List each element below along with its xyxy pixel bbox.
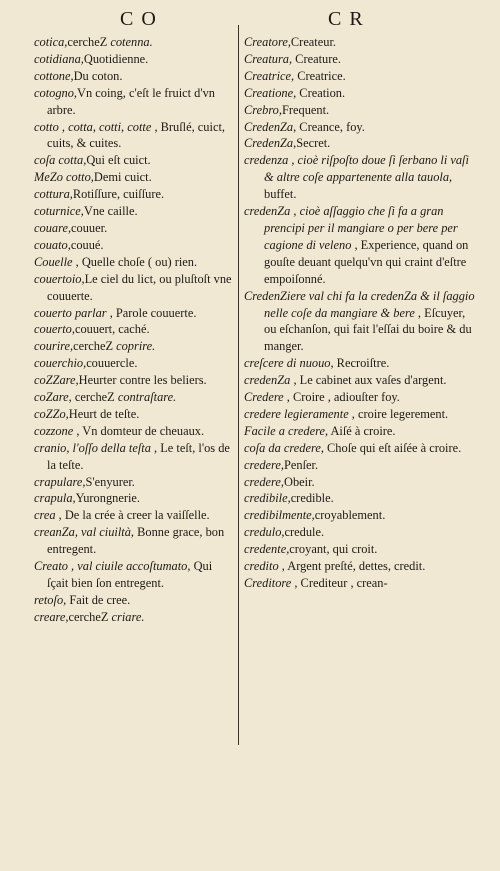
headword: credenza , cioè riſpoſto doue ſi ſerbano li vaſi & altre coſe appartenente alla tauola, <box>244 153 469 185</box>
headword: MeZo cotto, <box>34 170 94 185</box>
dictionary-entry <box>244 51 476 68</box>
definition: , Croire , adiouſter foy. <box>283 390 400 405</box>
definition: , Parole couuerte. <box>106 305 197 320</box>
headword: couerto, <box>34 322 75 337</box>
definition: Creatrice. <box>294 68 346 83</box>
headword: credere, <box>244 474 285 489</box>
headword: couerto parlar <box>34 305 107 320</box>
definition: Createur. <box>290 35 336 49</box>
dictionary-entry <box>34 406 234 423</box>
definition: Creature. <box>292 51 341 66</box>
definition: cercheZ <box>73 339 114 354</box>
definition: Fait de cree. <box>66 592 131 607</box>
definition: couuer. <box>71 220 108 235</box>
dictionary-entry <box>244 524 476 541</box>
headword: cotidiana, <box>34 51 84 66</box>
headword: couato, <box>34 237 71 252</box>
definition: Frequent. <box>281 102 330 117</box>
definition: S'enyurer. <box>85 474 135 489</box>
headword: creare, <box>34 609 69 624</box>
definition: , Argent preſté, dettes, credit. <box>278 559 426 574</box>
definition: credible. <box>290 491 334 506</box>
dictionary-entry <box>34 271 234 305</box>
dictionary-entry <box>244 85 476 102</box>
headword: coſa cotta, <box>34 153 87 168</box>
definition: croyant, qui croit. <box>289 542 378 557</box>
definition: Du coton. <box>73 68 123 83</box>
headword: creſcere di nuouo, <box>244 356 334 371</box>
column-divider <box>238 25 239 745</box>
headword: Creatrice, <box>244 68 295 83</box>
cross-reference: cotenna. <box>107 35 153 49</box>
dictionary-entry <box>34 507 234 524</box>
dictionary-entry <box>244 558 476 575</box>
definition: Demi cuict. <box>93 170 152 185</box>
right-column <box>244 34 476 592</box>
dictionary-entry <box>34 474 234 491</box>
dictionary-entry <box>34 34 234 51</box>
dictionary-entry <box>34 220 234 237</box>
cross-reference: criare. <box>108 609 145 624</box>
definition: , De la crée à creer la vaiſſelle. <box>55 508 210 523</box>
dictionary-entry <box>34 490 234 507</box>
dictionary-entry <box>34 152 234 169</box>
dictionary-entry <box>34 254 234 271</box>
definition: , Eſcuyer, ou eſchanſon, qui fait l'eſſai du boire & du manger. <box>264 305 472 354</box>
definition: couuert, caché. <box>74 322 150 337</box>
dictionary-entry <box>34 68 234 85</box>
definition: , Experience, quand on gouſte deuant quelqu'vn qui craint d'eſtre empoiſonné. <box>264 237 469 286</box>
dictionary-entry <box>244 541 476 558</box>
headword: coturnice, <box>34 204 84 219</box>
headword: Facile a credere, <box>244 423 329 438</box>
definition: buffet. <box>264 187 297 202</box>
dictionary-entry <box>244 490 476 507</box>
dictionary-entry <box>34 186 234 203</box>
dictionary-entry <box>244 102 476 119</box>
dictionary-entry <box>244 457 476 474</box>
headword: credere, <box>244 457 285 472</box>
definition: couuercle. <box>86 356 138 371</box>
headword: cottone, <box>34 68 74 83</box>
definition: cercheZ <box>67 35 108 49</box>
dictionary-entry <box>34 524 234 558</box>
dictionary-entry <box>244 372 476 389</box>
headword: creanZa, val ciuiltà, <box>34 525 135 540</box>
headword: credibilmente, <box>244 508 315 523</box>
definition: Obeir. <box>284 474 315 489</box>
headword: credulo, <box>244 525 285 540</box>
dictionary-entry <box>34 85 234 119</box>
dictionary-entry <box>244 406 476 423</box>
definition: Creation. <box>296 85 346 100</box>
dictionary-entry <box>34 51 234 68</box>
headword: couertoio, <box>34 271 85 286</box>
dictionary-entry <box>34 338 234 355</box>
dictionary-entry <box>34 321 234 338</box>
headword: cranio, l'oſſo della teſta <box>34 440 151 455</box>
headword: credente, <box>244 542 290 557</box>
dictionary-entry <box>244 34 476 51</box>
dictionary-entry <box>244 507 476 524</box>
headword: cozzone <box>34 423 74 438</box>
dictionary-entry <box>34 609 234 626</box>
definition: cercheZ <box>71 390 115 405</box>
dictionary-entry <box>34 389 234 406</box>
headword: credenZa <box>244 373 291 388</box>
headword: CredenZa, <box>244 136 297 151</box>
dictionary-entry <box>244 355 476 372</box>
running-head-right: CR <box>328 8 371 30</box>
headword: credibile, <box>244 491 291 506</box>
definition: , Le teſt, l'os de la teſte. <box>47 440 230 472</box>
headword: coZare, <box>34 390 72 405</box>
definition: couué. <box>70 237 104 252</box>
dictionary-entry <box>34 558 234 592</box>
definition: Vne caille. <box>83 204 138 219</box>
headword: Credere <box>244 390 284 405</box>
dictionary-entry <box>244 575 476 592</box>
headword: crea <box>34 508 56 523</box>
definition: , Quelle choſe ( ou) rien. <box>72 254 198 269</box>
cross-reference: contraſtare. <box>114 390 177 405</box>
definition: croyablement. <box>314 508 386 523</box>
headword: crapula, <box>34 491 76 506</box>
dictionary-entry <box>244 119 476 136</box>
dictionary-entry <box>34 203 234 220</box>
headword: Creatura, <box>244 51 293 66</box>
definition: , Vn domteur de cheuaux. <box>73 423 205 438</box>
headword: courire, <box>34 339 74 354</box>
dictionary-entry <box>244 68 476 85</box>
definition: credule. <box>284 525 325 540</box>
dictionary-entry <box>34 592 234 609</box>
definition: Quotidienne. <box>83 51 149 66</box>
headword: retoſo, <box>34 592 67 607</box>
definition: , Bruſlé, cuict, cuits, & cuites. <box>47 119 225 151</box>
headword: Creditore <box>244 576 292 590</box>
dictionary-entry <box>34 355 234 372</box>
dictionary-entry <box>244 474 476 491</box>
running-head-left: CO <box>120 8 164 30</box>
dictionary-entry <box>34 423 234 440</box>
dictionary-entry <box>34 305 234 322</box>
dictionary-entry <box>34 119 234 153</box>
definition: Aiſé à croire. <box>328 423 396 438</box>
dictionary-entry <box>244 288 476 356</box>
definition: Recroiſtre. <box>333 356 390 371</box>
definition: , Crediteur , crean- <box>291 576 388 590</box>
dictionary-entry <box>244 203 476 288</box>
definition: Vn coing, c'eſt le fruict d'vn arbre. <box>47 85 215 117</box>
definition: Yurongnerie. <box>75 491 140 506</box>
headword: cotogno, <box>34 85 78 100</box>
dictionary-entry <box>34 169 234 186</box>
definition: cercheZ <box>68 609 109 624</box>
dictionary-entry <box>34 440 234 474</box>
headword: crapulare, <box>34 474 86 489</box>
headword: credenZa , cioè aſſaggio che ſi fa a gran prencipi per il mangiare o per bere per cagione di veleno <box>244 204 458 252</box>
headword: credito <box>244 559 279 574</box>
definition: Secret. <box>296 136 331 151</box>
definition: Choſe qui eſt aiſée à croire. <box>323 440 462 455</box>
definition: Creance, foy. <box>296 119 365 134</box>
headword: coſa da credere, <box>244 440 324 455</box>
definition: Heurt de teſte. <box>68 406 140 421</box>
cross-reference: coprire. <box>113 339 156 354</box>
headword: coZZo, <box>34 406 69 421</box>
definition: Le ciel du lict, ou pluſtoſt vne couuerte. <box>47 271 232 303</box>
definition: Bonne grace, bon entregent. <box>47 525 225 557</box>
definition: Rotiſſure, cuiſſure. <box>72 187 165 202</box>
definition: Heurter contre les beliers. <box>78 373 207 388</box>
headword: credere legieramente <box>244 406 349 421</box>
dictionary-entry <box>34 237 234 254</box>
left-column <box>34 34 234 626</box>
headword: Creato , val ciuile accoſtumato, <box>34 559 191 574</box>
dictionary-entry <box>244 423 476 440</box>
dictionary-entry <box>244 389 476 406</box>
headword: CredenZa, <box>244 119 297 134</box>
headword: CredenZiere val chi fa la credenZa & il ſaggio nelle coſe da mangiare & bere <box>244 288 475 320</box>
definition: , croire legerement. <box>348 406 449 421</box>
headword: Couelle <box>34 254 73 269</box>
headword: coZZare, <box>34 373 79 388</box>
definition: Qui ſçait bien ſon entregent. <box>47 559 213 590</box>
dictionary-entry <box>244 135 476 152</box>
headword: couare, <box>34 220 72 235</box>
dictionary-entry <box>244 152 476 203</box>
headword: cotto , cotta, cotti, cotte <box>34 119 152 134</box>
definition: Penſer. <box>284 457 319 472</box>
definition: Qui eſt cuict. <box>86 153 151 168</box>
dictionary-entry <box>244 440 476 457</box>
definition: , Le cabinet aux vaſes d'argent. <box>290 373 447 388</box>
headword: cottura, <box>34 187 73 202</box>
headword: cotica, <box>34 35 68 49</box>
headword: Creatione, <box>244 85 297 100</box>
headword: Crebro, <box>244 102 282 117</box>
headword: couerchio, <box>34 356 87 371</box>
headword: Creatore, <box>244 35 291 49</box>
dictionary-entry <box>34 372 234 389</box>
